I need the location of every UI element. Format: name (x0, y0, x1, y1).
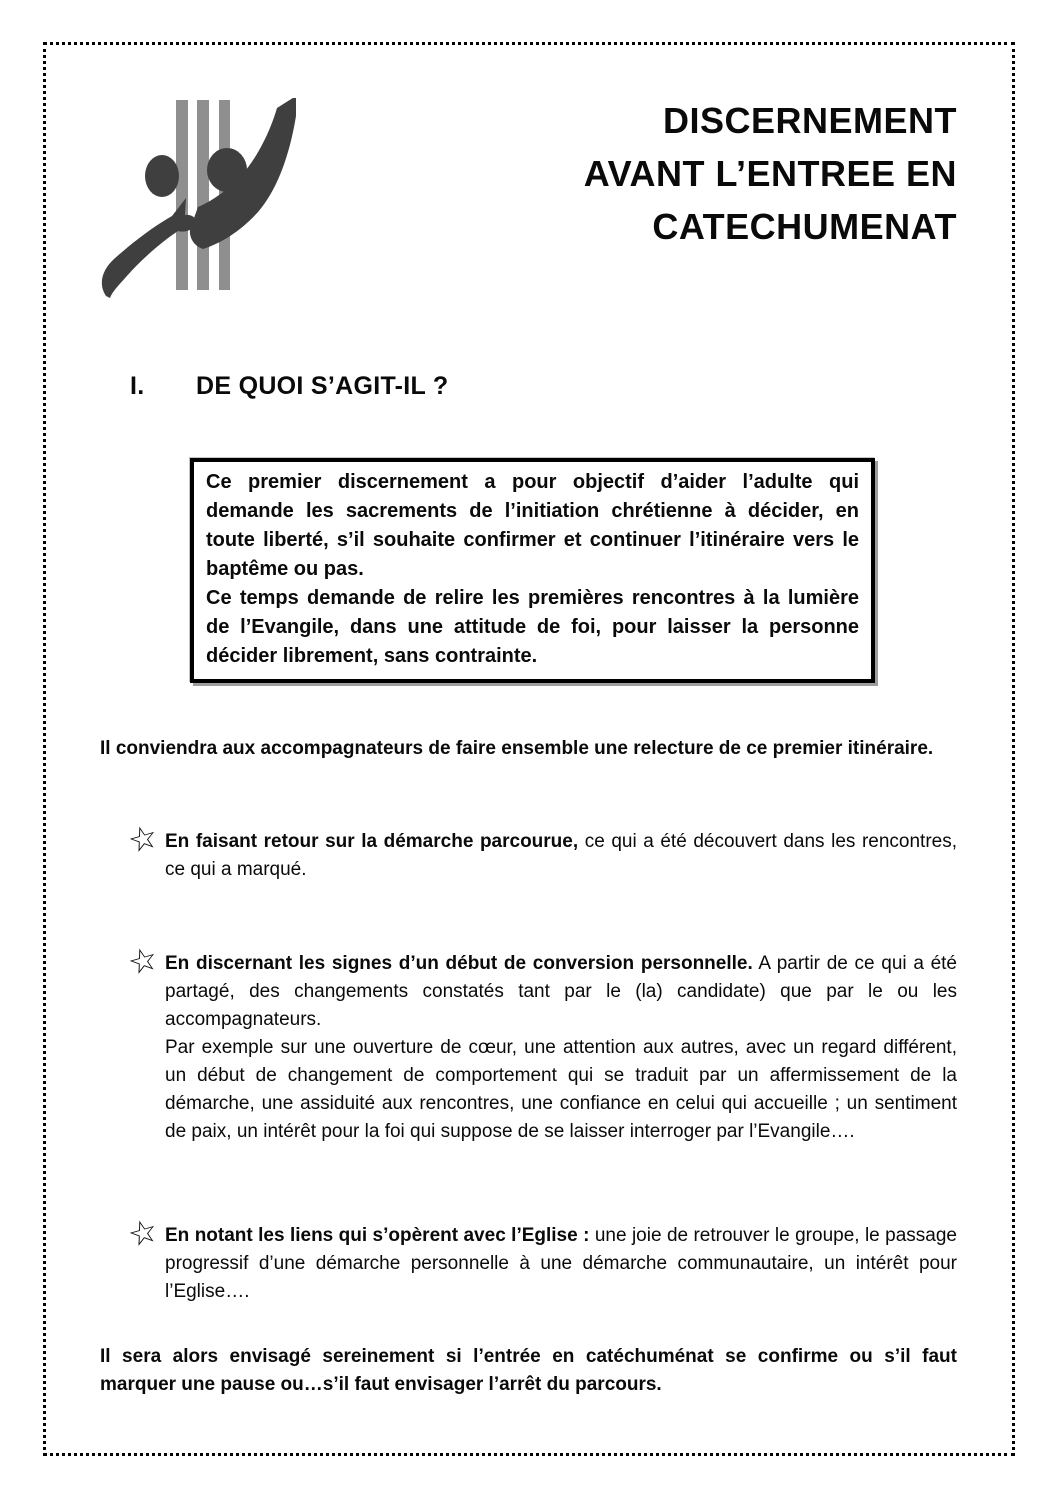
catechumenat-logo (100, 98, 300, 300)
document-title (400, 94, 957, 253)
intro-paragraph: Il conviendra aux accompagnateurs de faire ensemble une relecture de ce premier itinéraire. (100, 738, 934, 759)
bullet-text (165, 1222, 957, 1306)
bullet-rest: A partir de ce qui a été partagé, des changements constatés tant par le (la) candidate) que par le ou les accompagnateurs. (165, 953, 957, 1030)
title-line-1: DISCERNEMENT (662, 100, 957, 141)
section-number: I. (130, 372, 145, 400)
bullet-lead: En notant les liens qui s’opèrent avec l’Eglise : (165, 1225, 590, 1246)
title-line-3: CATECHUMENAT (652, 206, 957, 247)
bullet-text (165, 950, 957, 1146)
framed-paragraph-line-1: Ce premier discernement a pour objectif d’aider l’adulte qui demande les sacrements de l’initiation chrétienne à décider, en toute liberté, s’il souhaite confirmer et continuer l’itinéraire vers le baptême ou pas. (206, 471, 859, 580)
bullet-rest: une joie de retrouver le groupe, le passage progressif d’une démarche personnelle à une démarche communautaire, un intérêt pour l’Eglise…. (165, 1225, 957, 1302)
framed-paragraph (190, 458, 875, 683)
title-line-2: AVANT L’ENTREE EN (583, 153, 957, 194)
two-figures-icon (100, 98, 300, 300)
star-icon: ☆ (123, 937, 163, 984)
framed-paragraph-line-2: Ce temps demande de relire les premières rencontres à la lumière de l’Evangile, dans une attitude de foi, pour laisser la personne décider librement, sans contrainte. (206, 587, 859, 667)
bullet-item-3 (123, 1209, 957, 1306)
bullet-item-1 (123, 815, 957, 884)
bullet-rest: ce qui a été découvert dans les rencontres, ce qui a marqué. (165, 831, 957, 880)
star-icon: ☆ (123, 815, 163, 862)
bullet-lead: En faisant retour sur la démarche parcourue, (165, 831, 579, 852)
section-heading (130, 372, 957, 401)
section-heading-text: DE QUOI S’AGIT-IL ? (196, 372, 449, 400)
star-icon: ☆ (123, 1209, 163, 1256)
bullet-lead: En discernant les signes d’un début de conversion personnelle. (165, 953, 753, 974)
conclusion-paragraph: Il sera alors envisagé sereinement si l’entrée en catéchuménat se confirme ou s’il faut marquer une pause ou…s’il faut envisager l’arrêt du parcours. (100, 1346, 957, 1395)
bullet-item-2 (123, 937, 957, 1146)
bullet-paragraph-2: Par exemple sur une ouverture de cœur, une attention aux autres, avec un regard différent, un début de changement de comportement qui se traduit par un affermissement de la démarche, une assiduité aux rencontres, une confiance en celui qui accueille ; un sentiment de paix, un intérêt pour la foi qui suppose de se laisser interroger par l’Evangile…. (165, 1037, 957, 1142)
bullet-text (165, 828, 957, 884)
